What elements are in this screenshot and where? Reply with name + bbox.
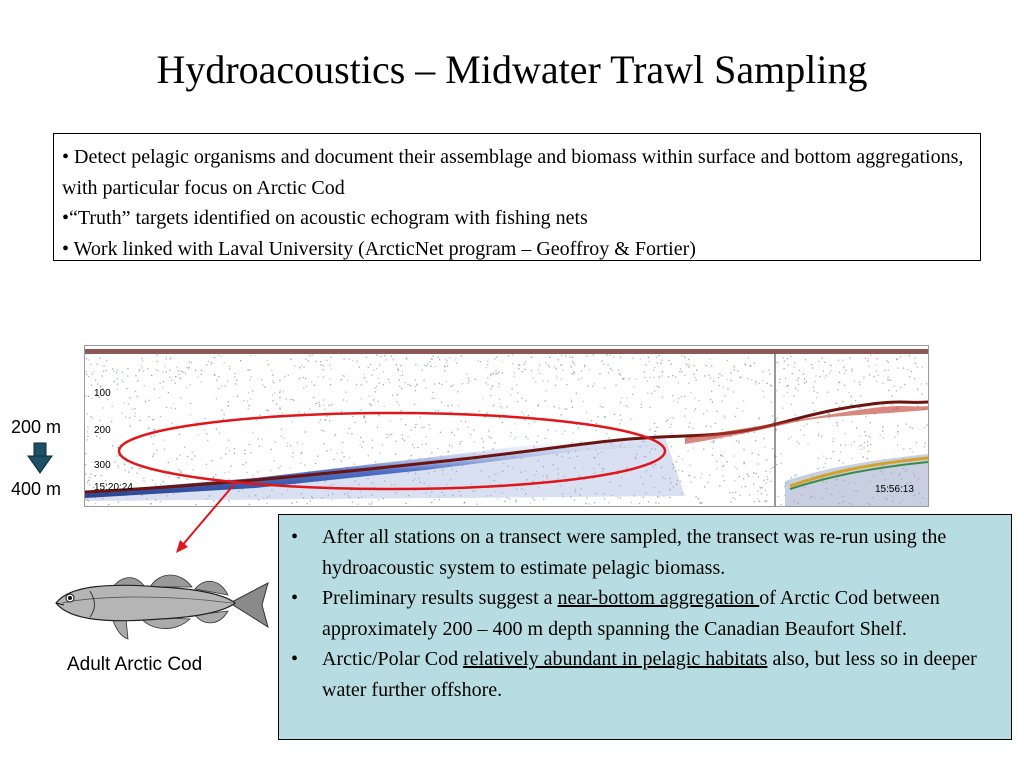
finding-item-2	[279, 583, 1001, 644]
objective-line-3: • Work linked with Laval University (ArcticNet program – Geoffroy & Fortier)	[62, 237, 696, 260]
echogram-end-time: 15:56:13	[875, 484, 914, 495]
finding-emphasis: near-bottom aggregation	[557, 587, 760, 609]
finding-item-3	[279, 644, 1001, 705]
depth-tick-100: 100	[94, 388, 111, 399]
objective-line-1: • Detect pelagic organisms and document their assemblage and biomass within surface and bottom aggregations, with particular focus on Arctic Cod	[62, 146, 964, 199]
bullet-marker: •	[291, 526, 299, 548]
findings-box	[278, 514, 1012, 740]
depth-tick-200: 200	[94, 425, 111, 436]
objective-line-2: •“Truth” targets identified on acoustic echogram with fishing nets	[62, 207, 588, 229]
finding-item-1	[279, 522, 1001, 583]
fish-caption: Adult Arctic Cod	[67, 654, 203, 675]
acoustic-echogram	[84, 345, 929, 507]
echogram-start-time: 15:20:24	[94, 482, 133, 493]
objectives-box	[53, 133, 981, 261]
bullet-marker: •	[291, 587, 299, 609]
arctic-cod-icon	[50, 565, 272, 645]
finding-text: After all stations on a transect were sampled, the transect was re-run using the hydroacoustic system to estimate pelagic biomass.	[322, 526, 947, 579]
down-arrow-icon	[26, 442, 54, 474]
bullet-marker: •	[291, 648, 299, 670]
depth-label-200m: 200 m	[11, 417, 62, 437]
depth-label-400m: 400 m	[11, 479, 62, 499]
depth-tick-300: 300	[94, 460, 111, 471]
findings-list	[279, 522, 1001, 705]
finding-text: Arctic/Polar Cod	[322, 648, 464, 670]
finding-emphasis: relatively abundant in pelagic habitats	[463, 648, 768, 670]
finding-text: Preliminary results suggest a	[322, 587, 558, 609]
finding-text: of Arctic Cod between approximately 200 – 400 m depth spanning the Canadian Beaufort Shelf.	[322, 587, 940, 640]
slide-title: Hydroacoustics – Midwater Trawl Sampling	[156, 47, 868, 92]
finding-text: also, but less so in deeper water further offshore.	[322, 648, 977, 701]
echogram-image	[85, 346, 928, 506]
